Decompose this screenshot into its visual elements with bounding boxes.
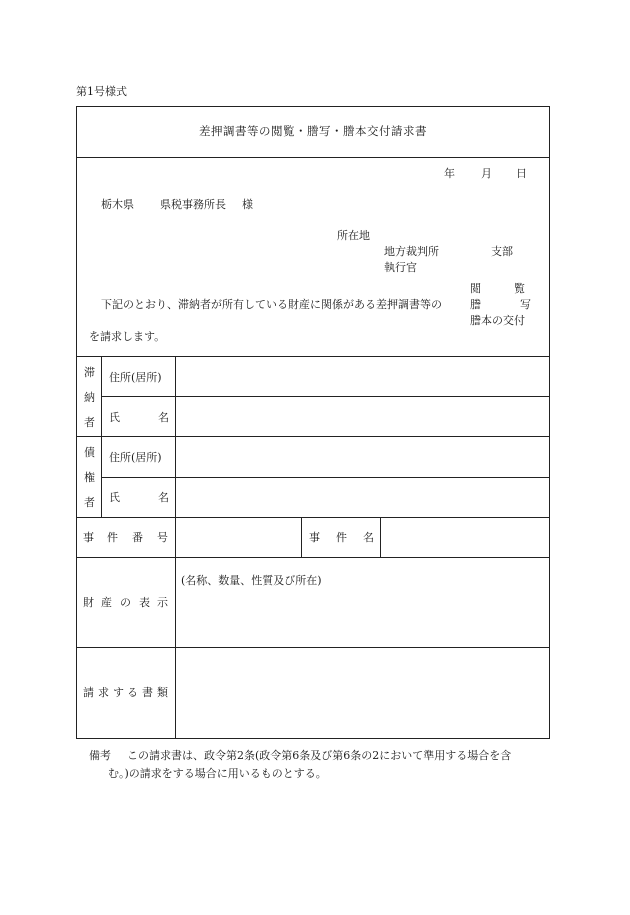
delinquent-label-char: 者 [84, 416, 95, 429]
day-label: 日 [516, 167, 527, 180]
creditor-label-char: 権 [84, 471, 95, 484]
delinquent-name-label-2: 名 [158, 411, 169, 424]
case-name-field[interactable] [382, 519, 548, 556]
property-field[interactable] [177, 592, 548, 646]
request-body-line1: 下記のとおり、滞納者が所有している財産に関係がある差押調書等の [101, 298, 442, 311]
delinquent-name-field[interactable] [177, 398, 548, 435]
documents-label-char: 求 [98, 686, 109, 699]
case-number-label-char: 件 [107, 531, 118, 544]
request-body-line2: を請求します。 [89, 330, 166, 343]
court-label: 地方裁判所 [384, 245, 439, 258]
option-copy-pre: 謄 [470, 298, 481, 311]
property-label-char: 財 [83, 596, 94, 609]
notes-label: 備考 [89, 749, 111, 762]
property-label-char: 示 [157, 596, 168, 609]
case-name-label-char: 事 [309, 531, 320, 544]
documents-label-char: 請 [83, 686, 94, 699]
year-label: 年 [444, 167, 455, 180]
documents-field[interactable] [177, 649, 548, 737]
month-label: 月 [481, 167, 492, 180]
property-label-char: 表 [139, 596, 150, 609]
case-name-label-char: 名 [363, 531, 374, 544]
option-transcript: 謄本の交付 [470, 314, 525, 327]
case-number-label-char: 号 [157, 531, 168, 544]
property-label-char: 産 [101, 596, 112, 609]
addressee-honorific: 様 [242, 198, 253, 211]
branch-label: 支部 [491, 245, 513, 258]
notes-line2: む。)の請求をする場合に用いるものとする。 [108, 767, 327, 780]
delinquent-label-char: 納 [84, 391, 95, 404]
creditor-label-char: 債 [84, 446, 95, 459]
case-number-label-char: 番 [132, 531, 143, 544]
documents-label-char: る [127, 686, 138, 699]
case-number-field[interactable] [177, 519, 300, 556]
delinquent-name-label-1: 氏 [109, 411, 120, 424]
officer-label: 執行官 [384, 261, 417, 274]
form-title: 差押調書等の閲覧・謄写・謄本交付請求書 [199, 124, 427, 138]
creditor-name-field[interactable] [177, 479, 548, 516]
creditor-address-label: 住所(居所) [109, 451, 162, 464]
option-browse: 閲 覧 [470, 282, 525, 295]
case-name-label-char: 件 [336, 531, 347, 544]
addressee-office: 県税事務所長 [160, 198, 226, 211]
documents-label-char: 類 [157, 686, 168, 699]
option-copy-post: 写 [520, 298, 531, 311]
case-number-label-char: 事 [83, 531, 94, 544]
property-label-char: の [120, 596, 131, 609]
creditor-name-label-2: 名 [158, 491, 169, 504]
delinquent-label-char: 滞 [84, 366, 95, 379]
address-label: 所在地 [337, 229, 370, 242]
documents-label-char: す [113, 686, 124, 699]
creditor-address-field[interactable] [177, 438, 548, 476]
creditor-label-char: 者 [84, 496, 95, 509]
notes-line1: この請求書は、政令第2条(政令第6条及び第6条の2において準用する場合を含 [127, 749, 512, 762]
form-number: 第1号様式 [76, 85, 127, 98]
documents-label-char: 書 [142, 686, 153, 699]
delinquent-address-field[interactable] [177, 358, 548, 395]
property-hint: (名称、数量、性質及び所在) [181, 574, 322, 587]
addressee-prefecture: 栃木県 [101, 198, 134, 211]
creditor-name-label-1: 氏 [109, 491, 120, 504]
delinquent-address-label: 住所(居所) [109, 371, 162, 384]
